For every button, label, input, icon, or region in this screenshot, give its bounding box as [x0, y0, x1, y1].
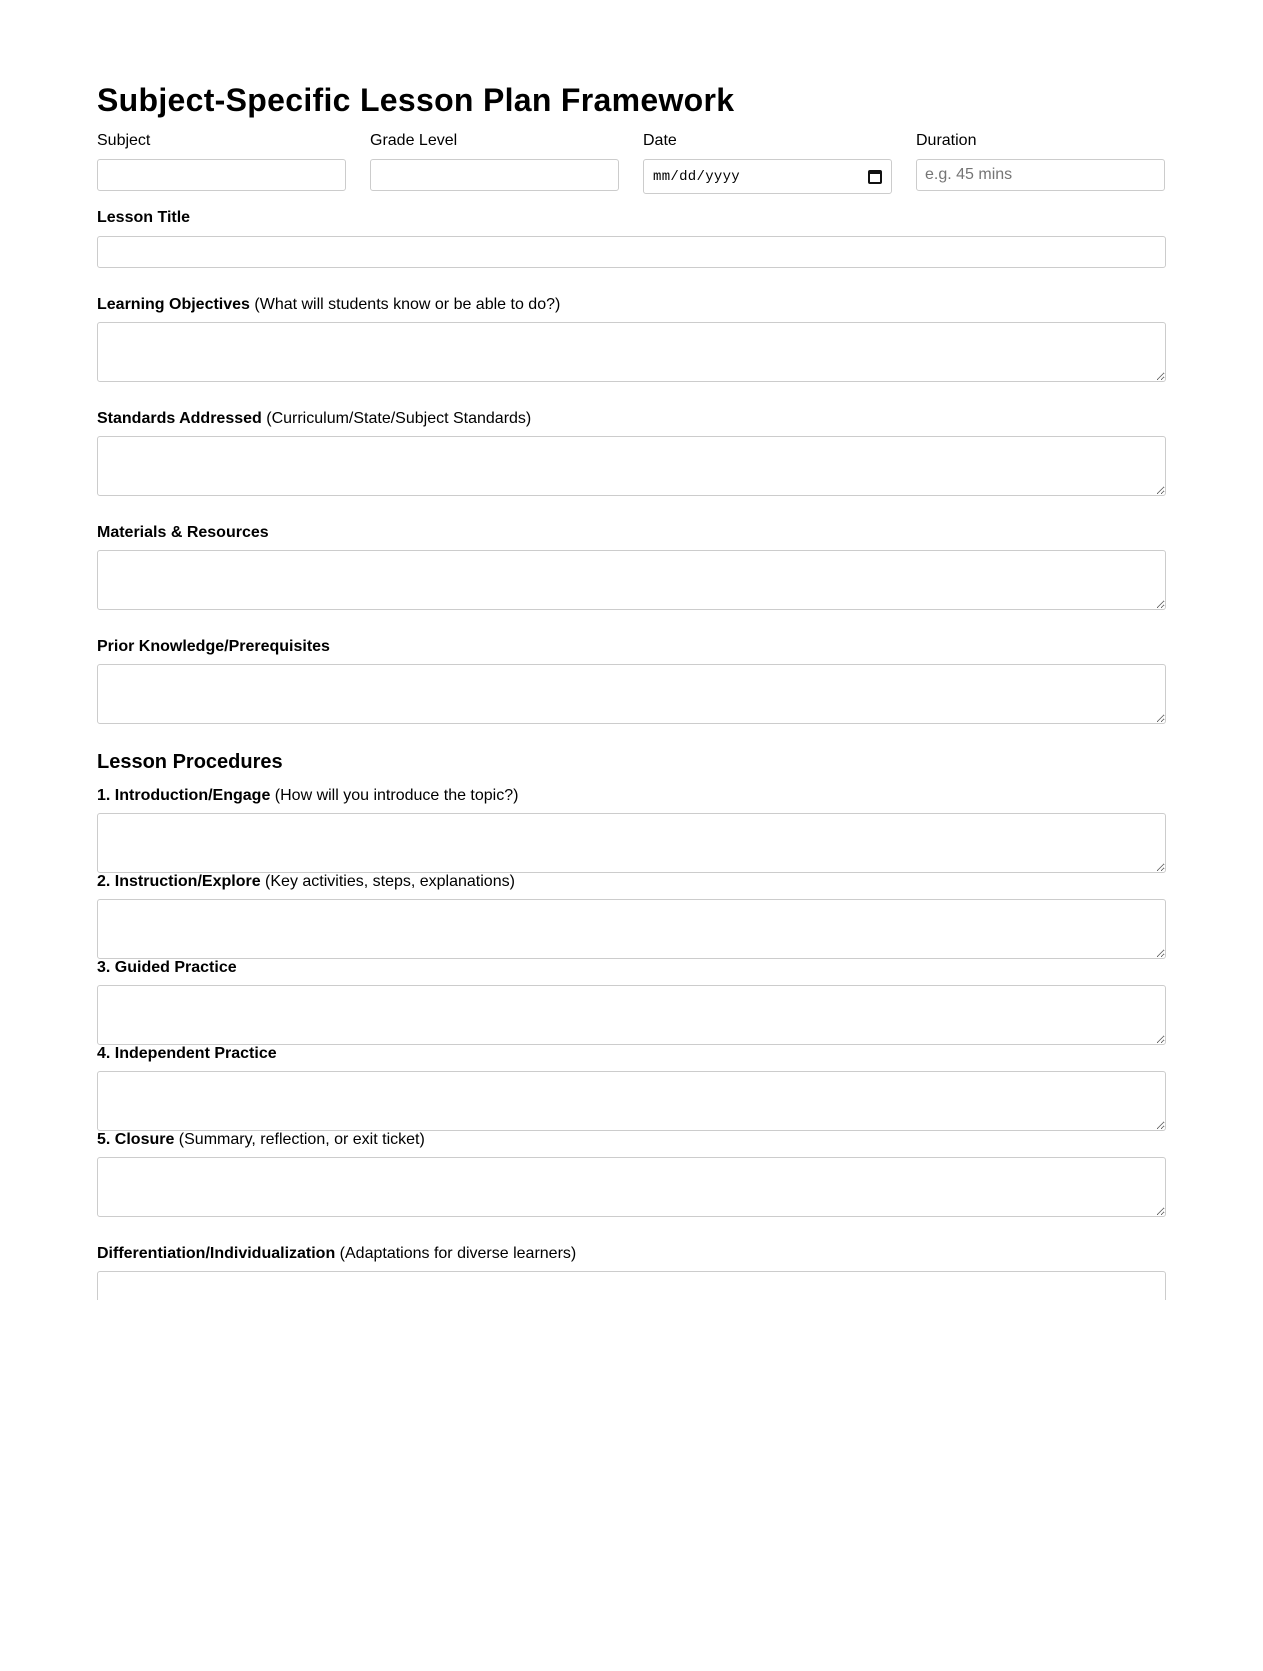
learning-objectives-label: Learning Objectives (What will students know or be able to do?): [97, 296, 561, 313]
step-independent-practice-textarea[interactable]: [97, 1071, 1166, 1131]
date-input[interactable]: [643, 159, 892, 194]
duration-input[interactable]: [916, 159, 1165, 191]
step-independent-practice-group: [97, 1045, 1166, 1063]
learning-objectives-group: [97, 296, 1166, 314]
grade-level-field-group: [370, 132, 619, 194]
materials-resources-group: [97, 524, 1166, 542]
step-introduction-group: [97, 787, 1166, 805]
materials-resources-textarea[interactable]: [97, 550, 1166, 610]
date-label: Date: [643, 132, 677, 149]
step-closure-group: [97, 1131, 1166, 1149]
lesson-plan-form: [97, 0, 1166, 1300]
standards-addressed-label: Standards Addressed (Curriculum/State/Subject Standards): [97, 410, 532, 427]
prior-knowledge-group: [97, 638, 1166, 656]
header-fields-row: [97, 132, 1166, 194]
standards-addressed-group: [97, 410, 1166, 428]
grade-level-label: Grade Level: [370, 132, 458, 149]
page-title: Subject-Specific Lesson Plan Framework: [97, 82, 735, 118]
subject-input[interactable]: [97, 159, 346, 191]
step-instruction-textarea[interactable]: [97, 899, 1166, 959]
date-field-group: [643, 132, 892, 194]
duration-field-group: [916, 132, 1165, 194]
step-closure-label: 5. Closure (Summary, reflection, or exit ticket): [97, 1131, 425, 1148]
step-introduction-textarea[interactable]: [97, 813, 1166, 873]
subject-field-group: [97, 132, 346, 194]
standards-addressed-textarea[interactable]: [97, 436, 1166, 496]
step-instruction-group: [97, 873, 1166, 891]
prior-knowledge-textarea[interactable]: [97, 664, 1166, 724]
subject-label: Subject: [97, 132, 151, 149]
step-guided-practice-group: [97, 959, 1166, 977]
differentiation-group: [97, 1245, 1166, 1263]
step-guided-practice-textarea[interactable]: [97, 985, 1166, 1045]
learning-objectives-textarea[interactable]: [97, 322, 1166, 382]
step-guided-practice-label: 3. Guided Practice: [97, 959, 237, 976]
lesson-title-label: Lesson Title: [97, 209, 191, 226]
grade-level-input[interactable]: [370, 159, 619, 191]
duration-label: Duration: [916, 132, 977, 149]
step-instruction-label: 2. Instruction/Explore (Key activities, steps, explanations): [97, 873, 515, 890]
lesson-title-group: [97, 209, 1166, 227]
prior-knowledge-label: Prior Knowledge/Prerequisites: [97, 638, 330, 655]
calendar-icon[interactable]: [868, 170, 882, 184]
step-introduction-label: 1. Introduction/Engage (How will you introduce the topic?): [97, 787, 519, 804]
step-closure-textarea[interactable]: [97, 1157, 1166, 1217]
lesson-procedures-heading: Lesson Procedures: [97, 751, 283, 773]
date-format-text: mm/dd/yyyy: [653, 168, 741, 185]
differentiation-textarea[interactable]: [97, 1271, 1166, 1300]
materials-resources-label: Materials & Resources: [97, 524, 269, 541]
differentiation-label: Differentiation/Individualization (Adaptations for diverse learners): [97, 1245, 577, 1262]
lesson-title-input[interactable]: [97, 236, 1166, 268]
step-independent-practice-label: 4. Independent Practice: [97, 1045, 277, 1062]
